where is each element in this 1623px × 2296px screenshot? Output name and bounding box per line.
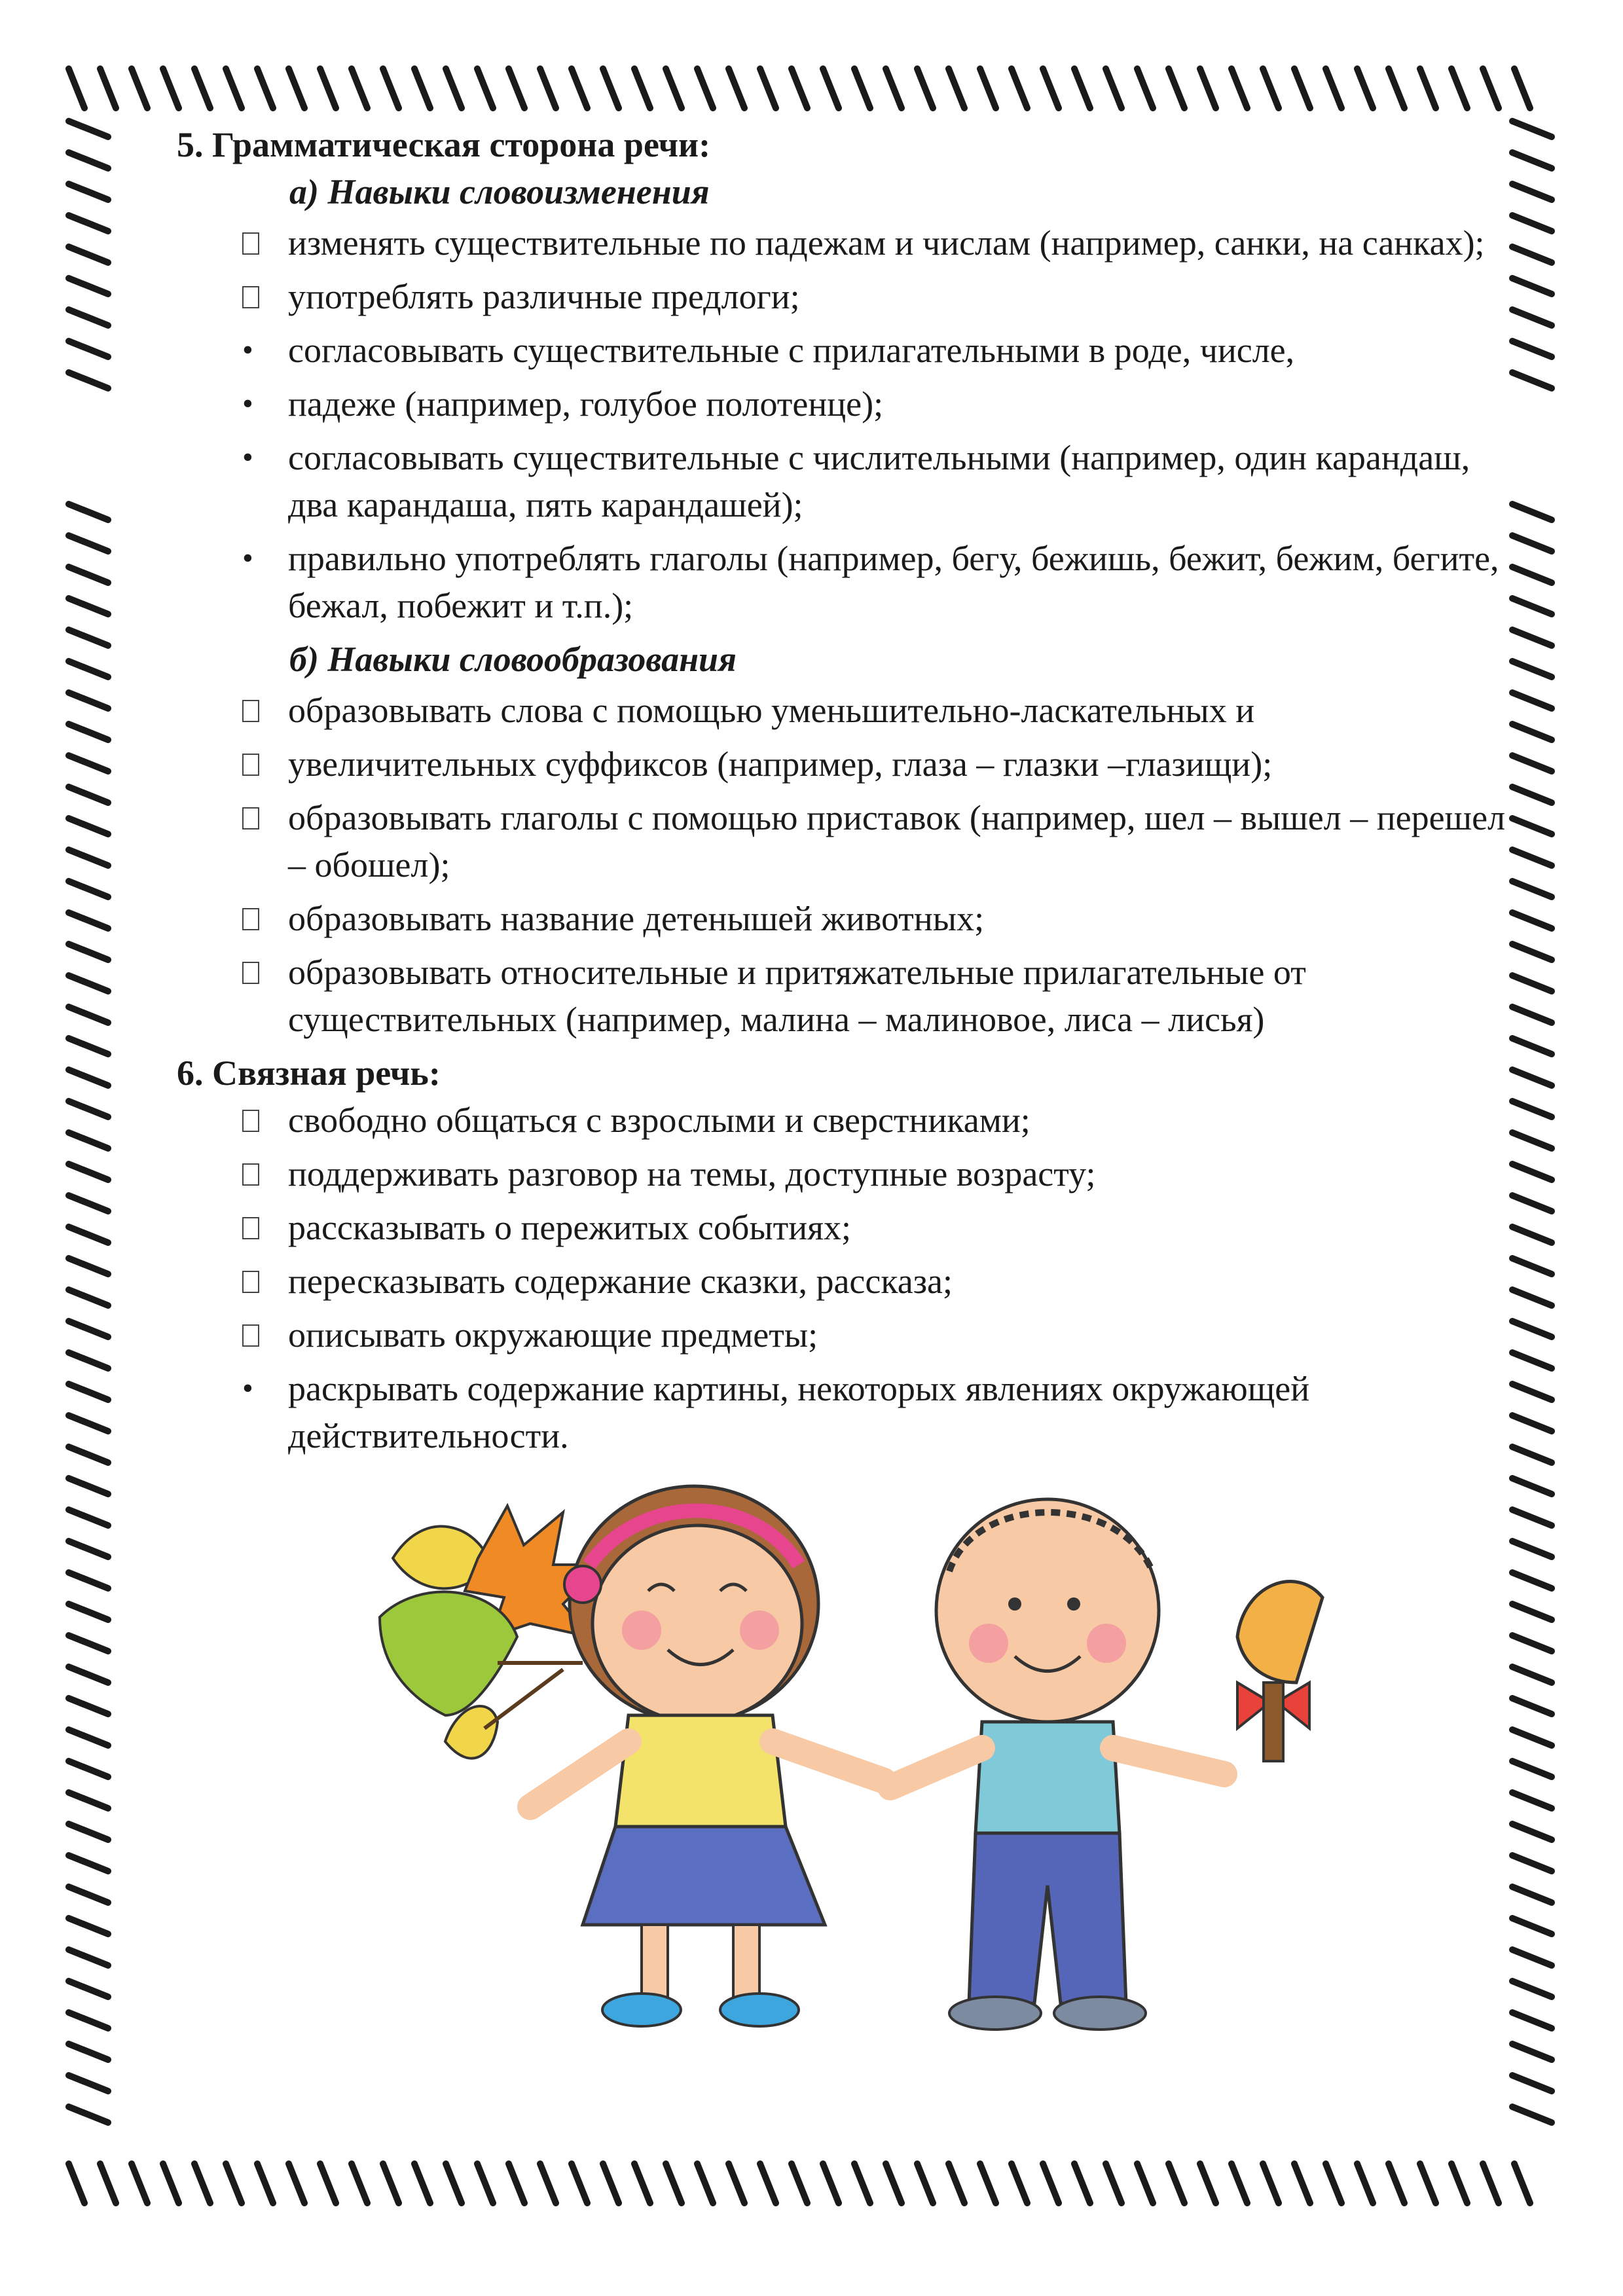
pencil-icon [540, 69, 558, 111]
pencil-icon [69, 1510, 111, 1528]
pencil-icon [666, 2164, 684, 2206]
pencil-icon [69, 693, 111, 711]
pencil-icon [1512, 661, 1554, 680]
pencil-icon [1514, 69, 1533, 111]
pencil-icon [1263, 2164, 1281, 2206]
pencil-icon [383, 69, 401, 111]
pencil-icon [1512, 1918, 1554, 1937]
pencil-icon [1294, 69, 1313, 111]
pencil-icon [917, 69, 936, 111]
pencil-icon [69, 373, 111, 391]
pencil-icon [69, 1353, 111, 1371]
girl-figure [530, 1486, 884, 2026]
pencil-icon [1512, 373, 1554, 391]
pencil-icon [1512, 278, 1554, 297]
pencil-icon [1169, 69, 1187, 111]
school-bell-icon [1237, 1582, 1322, 1761]
pencil-icon [69, 1258, 111, 1277]
pencil-icon [1074, 2164, 1093, 2206]
checkbox-square-icon [242, 895, 275, 942]
pencil-icon [69, 1007, 111, 1025]
subsection-b-title: б) Навыки словообразования [289, 640, 737, 679]
pencil-icon [69, 1164, 111, 1182]
pencil-icon [414, 69, 433, 111]
pencil-icon [1512, 247, 1554, 265]
pencil-icon [69, 2075, 111, 2094]
pencil-icon [1512, 1321, 1554, 1339]
section-5-title: 5. Грамматическая сторона речи: [177, 125, 711, 164]
pencil-icon [1512, 1164, 1554, 1182]
pencil-icon [1451, 2164, 1470, 2206]
pencil-icon [1169, 2164, 1187, 2206]
pencil-icon [792, 69, 810, 111]
pencil-icon [1512, 1227, 1554, 1245]
pencil-border-bottom [62, 2157, 1561, 2210]
checkbox-square-icon [242, 687, 275, 734]
pencil-icon [1512, 1541, 1554, 1559]
hair-bow-icon [564, 1566, 601, 1603]
pencil-icon [69, 536, 111, 554]
pencil-icon [1512, 1824, 1554, 1842]
pencil-icon [572, 69, 590, 111]
pencil-icon [1357, 2164, 1376, 2206]
pencil-icon [194, 69, 213, 111]
list-item [177, 273, 1506, 320]
pencil-icon [69, 913, 111, 931]
list-item [177, 687, 1506, 734]
pencil-icon [1512, 1447, 1554, 1465]
pencil-icon [1512, 818, 1554, 837]
list-item [177, 380, 1506, 428]
pencil-icon [1512, 881, 1554, 900]
list-item [177, 1097, 1506, 1144]
pencil-icon [1512, 1981, 1554, 1999]
pencil-icon [1512, 1510, 1554, 1528]
pencil-icon [69, 1038, 111, 1057]
pencil-icon [69, 1793, 111, 1811]
pencil-icon [352, 2164, 370, 2206]
pencil-icon [194, 2164, 213, 2206]
list-item-text: рассказывать о пережитых событиях; [288, 1208, 851, 1247]
pencil-icon [1512, 975, 1554, 994]
pencil-icon [1512, 121, 1554, 139]
pencil-icon [1263, 69, 1281, 111]
list-item [177, 434, 1506, 528]
list-item-text: падеже (например, голубое полотенце); [288, 384, 884, 424]
pencil-icon [603, 69, 621, 111]
pencil-icon [634, 2164, 653, 2206]
pencil-icon [917, 2164, 936, 2206]
pencil-icon [69, 944, 111, 962]
pencil-icon [509, 2164, 527, 2206]
pencil-icon [509, 69, 527, 111]
checkbox-square-icon [242, 1258, 275, 1305]
pencil-icon [477, 2164, 496, 2206]
list-item-text: пересказывать содержание сказки, рассказа; [288, 1262, 953, 1301]
list-item-text: свободно общаться с взрослыми и сверстниками; [288, 1101, 1030, 1140]
page-content [177, 121, 1506, 1466]
pencil-icon [1512, 2044, 1554, 2062]
pencil-icon [446, 2164, 464, 2206]
pencil-icon [1512, 1667, 1554, 1685]
pencil-icon [226, 69, 244, 111]
pencil-icon [352, 69, 370, 111]
pencil-icon [69, 756, 111, 774]
list-item-text: образовывать глаголы с помощью приставок (например, шел – вышел – перешел – обошел); [288, 798, 1506, 884]
pencil-icon [760, 69, 778, 111]
checkbox-square-icon [242, 740, 275, 788]
pencil-icon [949, 2164, 967, 2206]
checkbox-square-icon [242, 1150, 275, 1197]
pencil-icon [1512, 2107, 1554, 2125]
pencil-icon [69, 881, 111, 900]
pencil-icon [69, 1667, 111, 1685]
pencil-icon [1512, 1635, 1554, 1654]
checkbox-square-icon [242, 1311, 275, 1358]
checkbox-square-icon [242, 794, 275, 841]
pencil-icon [666, 69, 684, 111]
pencil-icon [980, 2164, 998, 2206]
bullet-icon: • [242, 386, 253, 421]
list-item-text: поддерживать разговор на темы, доступные возрасту; [288, 1154, 1096, 1194]
pencil-icon [886, 2164, 904, 2206]
pencil-icon [69, 341, 111, 359]
pencil-icon [69, 153, 111, 171]
boy-figure [890, 1499, 1224, 2030]
pencil-border-right-lower [1506, 498, 1558, 2157]
pencil-icon [1512, 215, 1554, 234]
pencil-icon [1074, 69, 1093, 111]
pencil-icon [69, 724, 111, 742]
pencil-icon [69, 787, 111, 805]
pencil-border-left-upper [62, 115, 115, 422]
pencil-icon [1043, 69, 1061, 111]
pencil-icon [729, 2164, 747, 2206]
pencil-icon [1512, 944, 1554, 962]
pencil-icon [69, 2013, 111, 2031]
pencil-icon [792, 2164, 810, 2206]
list-item [177, 949, 1506, 1043]
pencil-icon [163, 2164, 181, 2206]
pencil-icon [1512, 693, 1554, 711]
list-item-text: образовывать слова с помощью уменьшительно-ласкательных и [288, 691, 1255, 730]
pencil-icon [477, 69, 496, 111]
pencil-icon [1106, 2164, 1124, 2206]
pencil-border-top [62, 62, 1561, 115]
list-item [177, 1150, 1506, 1197]
pencil-icon [69, 2044, 111, 2062]
pencil-icon [69, 247, 111, 265]
pencil-icon [69, 1290, 111, 1308]
pencil-icon [69, 1604, 111, 1622]
bullet-icon: • [242, 1371, 253, 1406]
pencil-icon [1514, 2164, 1533, 2206]
pencil-icon [1512, 1887, 1554, 1905]
skills-list-word-formation [177, 687, 1506, 1043]
children-illustration [367, 1467, 1388, 2043]
pencil-icon [1483, 2164, 1501, 2206]
pencil-icon [69, 2164, 87, 2206]
checkbox-square-icon [242, 949, 275, 996]
pencil-icon [1389, 2164, 1407, 2206]
pencil-icon [320, 2164, 338, 2206]
pencil-icon [949, 69, 967, 111]
green-leaf-icon [380, 1592, 517, 1715]
pencil-icon [1512, 184, 1554, 202]
pencil-icon [69, 1824, 111, 1842]
pencil-icon [69, 850, 111, 868]
list-item [177, 794, 1506, 888]
subsection-a-title: а) Навыки словоизменения [289, 172, 710, 211]
pencil-icon [414, 2164, 433, 2206]
pencil-icon [1483, 69, 1501, 111]
autumn-leaves-bouquet [380, 1506, 602, 1758]
pencil-icon [634, 69, 653, 111]
pencil-icon [257, 69, 276, 111]
pencil-icon [132, 2164, 150, 2206]
pencil-icon [1512, 1730, 1554, 1748]
pencil-icon [697, 2164, 716, 2206]
pencil-icon [1512, 1855, 1554, 1874]
pencil-icon [1512, 1950, 1554, 1968]
checkbox-square-icon [242, 219, 275, 266]
pencil-icon [1512, 598, 1554, 617]
pencil-icon [1512, 1573, 1554, 1591]
pencil-icon [1512, 1478, 1554, 1497]
pencil-border-left-lower [62, 498, 115, 2157]
list-item-text: раскрывать содержание картины, некоторых явлениях окружающей действительности. [288, 1369, 1310, 1455]
pencil-icon [1357, 69, 1376, 111]
pencil-icon [1512, 1070, 1554, 1088]
pencil-icon [697, 69, 716, 111]
pencil-icon [1512, 787, 1554, 805]
pencil-icon [69, 1070, 111, 1088]
pencil-icon [1451, 69, 1470, 111]
pencil-icon [69, 1918, 111, 1937]
pencil-icon [69, 310, 111, 328]
list-item-text: согласовывать существительные с числительными (например, один карандаш, два карандаша, пять карандашей); [288, 438, 1470, 524]
pencil-icon [1512, 310, 1554, 328]
list-item [177, 740, 1506, 788]
pencil-icon [69, 2107, 111, 2125]
pencil-icon [1200, 2164, 1218, 2206]
pencil-icon [446, 69, 464, 111]
pencil-icon [1512, 1698, 1554, 1717]
pencil-icon [69, 215, 111, 234]
pencil-icon [100, 2164, 119, 2206]
pencil-icon [132, 69, 150, 111]
pencil-icon [1512, 567, 1554, 585]
pencil-icon [1420, 69, 1438, 111]
bullet-icon: • [242, 440, 253, 475]
section-6-title: 6. Связная речь: [177, 1053, 441, 1093]
pencil-icon [69, 1698, 111, 1717]
list-item-text: образовывать название детенышей животных; [288, 899, 985, 938]
pencil-icon [69, 1133, 111, 1151]
pencil-icon [540, 2164, 558, 2206]
pencil-icon [1512, 913, 1554, 931]
pencil-icon [1389, 69, 1407, 111]
list-item-text: образовывать относительные и притяжательные прилагательные от существительных (например, малина – малиновое, лиса – лисья) [288, 953, 1306, 1039]
list-item-text: употреблять различные предлоги; [288, 277, 800, 316]
pencil-icon [1012, 69, 1030, 111]
pencil-icon [1043, 2164, 1061, 2206]
pencil-icon [320, 69, 338, 111]
pencil-icon [1137, 69, 1156, 111]
pencil-icon [69, 1415, 111, 1434]
pencil-icon [1106, 69, 1124, 111]
skills-list-inflection [177, 219, 1506, 629]
pencil-border-right-upper [1506, 115, 1558, 422]
checkbox-square-icon [242, 273, 275, 320]
list-item-text: увеличительных суффиксов (например, глаза – глазки –глазищи); [288, 744, 1273, 784]
pencil-icon [1512, 1195, 1554, 1214]
pencil-icon [69, 1227, 111, 1245]
pencil-icon [1512, 724, 1554, 742]
pencil-icon [226, 2164, 244, 2206]
list-item [177, 1365, 1506, 1459]
pencil-icon [69, 69, 87, 111]
pencil-icon [69, 661, 111, 680]
bullet-icon: • [242, 541, 253, 575]
pencil-icon [257, 2164, 276, 2206]
pencil-icon [69, 975, 111, 994]
bullet-icon: • [242, 333, 253, 367]
pencil-icon [383, 2164, 401, 2206]
pencil-icon [69, 1321, 111, 1339]
pencil-icon [1231, 69, 1250, 111]
checkbox-square-icon [242, 1097, 275, 1144]
skills-list-connected-speech [177, 1097, 1506, 1459]
pencil-icon [69, 1541, 111, 1559]
pencil-icon [1137, 2164, 1156, 2206]
pencil-icon [886, 69, 904, 111]
pencil-icon [69, 1573, 111, 1591]
pencil-icon [1512, 1761, 1554, 1779]
pencil-icon [1512, 1038, 1554, 1057]
pencil-icon [854, 2164, 873, 2206]
list-item [177, 219, 1506, 266]
pencil-icon [69, 1635, 111, 1654]
pencil-icon [69, 818, 111, 837]
pencil-icon [69, 1447, 111, 1465]
pencil-icon [69, 630, 111, 648]
pencil-icon [69, 1981, 111, 1999]
list-item [177, 327, 1506, 374]
pencil-icon [1420, 2164, 1438, 2206]
checkbox-square-icon [242, 1204, 275, 1251]
pencil-icon [1512, 1793, 1554, 1811]
pencil-icon [69, 1761, 111, 1779]
list-item-text: изменять существительные по падежам и числам (например, санки, на санках); [288, 223, 1485, 263]
pencil-icon [980, 69, 998, 111]
pencil-icon [854, 69, 873, 111]
pencil-icon [69, 1101, 111, 1120]
pencil-icon [69, 121, 111, 139]
pencil-icon [1512, 1384, 1554, 1402]
pencil-icon [1512, 1007, 1554, 1025]
pencil-icon [1512, 630, 1554, 648]
pencil-icon [100, 69, 119, 111]
pencil-icon [1200, 69, 1218, 111]
pencil-icon [760, 2164, 778, 2206]
pencil-icon [1512, 1415, 1554, 1434]
pencil-icon [1326, 2164, 1344, 2206]
list-item [177, 535, 1506, 629]
pencil-icon [69, 504, 111, 522]
pencil-icon [1326, 69, 1344, 111]
pencil-icon [1512, 536, 1554, 554]
pencil-icon [1294, 2164, 1313, 2206]
list-item-text: описывать окружающие предметы; [288, 1315, 818, 1355]
pencil-icon [1512, 1353, 1554, 1371]
pencil-icon [69, 1195, 111, 1214]
list-item-text: согласовывать существительные с прилагательными в роде, числе, [288, 331, 1295, 370]
pencil-icon [69, 1384, 111, 1402]
pencil-icon [1012, 2164, 1030, 2206]
pencil-icon [1512, 1101, 1554, 1120]
pencil-icon [69, 1950, 111, 1968]
pencil-icon [572, 2164, 590, 2206]
pencil-icon [69, 1855, 111, 1874]
pencil-icon [603, 2164, 621, 2206]
pencil-icon [823, 69, 841, 111]
pencil-icon [1512, 850, 1554, 868]
pencil-icon [163, 69, 181, 111]
pencil-icon [1512, 1290, 1554, 1308]
pencil-icon [69, 184, 111, 202]
pencil-icon [1512, 2013, 1554, 2031]
pencil-icon [1512, 1604, 1554, 1622]
pencil-icon [1512, 1258, 1554, 1277]
pencil-icon [69, 567, 111, 585]
pencil-icon [289, 2164, 307, 2206]
pencil-icon [1512, 2075, 1554, 2094]
pencil-icon [69, 1887, 111, 1905]
pencil-icon [69, 1478, 111, 1497]
pencil-icon [823, 2164, 841, 2206]
pencil-icon [1512, 756, 1554, 774]
list-item [177, 895, 1506, 942]
list-item [177, 1311, 1506, 1358]
pencil-icon [729, 69, 747, 111]
pencil-icon [1512, 153, 1554, 171]
pencil-icon [1512, 1133, 1554, 1151]
pencil-icon [69, 1730, 111, 1748]
pencil-icon [1512, 341, 1554, 359]
pencil-icon [1512, 504, 1554, 522]
pencil-icon [289, 69, 307, 111]
pencil-icon [69, 278, 111, 297]
list-item [177, 1204, 1506, 1251]
pencil-icon [1231, 2164, 1250, 2206]
list-item [177, 1258, 1506, 1305]
list-item-text: правильно употреблять глаголы (например, бегу, бежишь, бежит, бежим, бегите, бежал, побежит и т.п.); [288, 539, 1499, 625]
pencil-icon [69, 598, 111, 617]
